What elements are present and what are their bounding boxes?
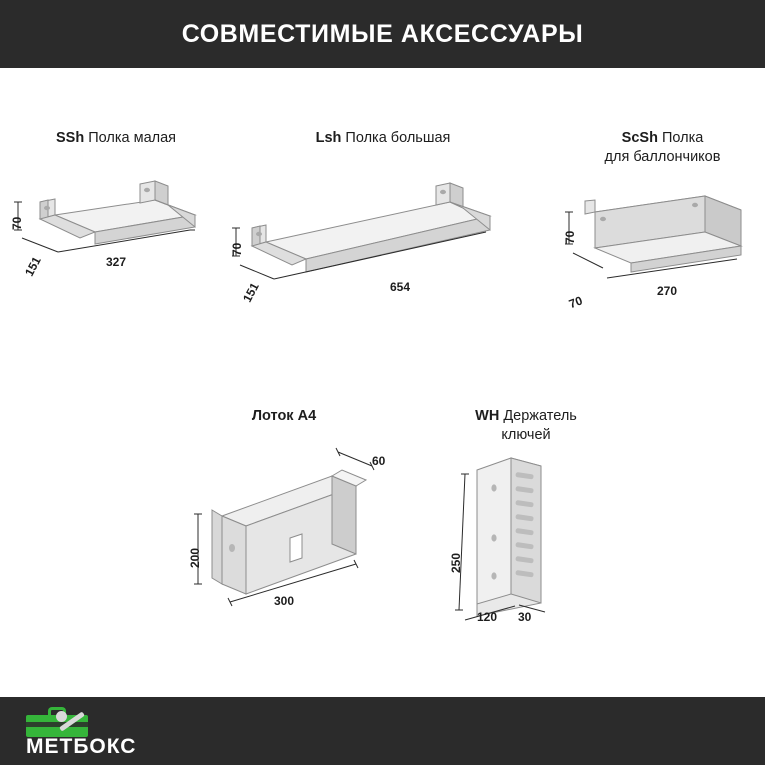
item-ssh-dim-height: 70 xyxy=(10,216,24,230)
item-wh-code: WH xyxy=(475,408,500,424)
item-wh-dim-thickness: 30 xyxy=(518,610,532,624)
item-scsh-drawing xyxy=(545,120,765,320)
item-lsh-dim-depth: 151 xyxy=(240,280,262,305)
item-scsh-name: Полка xyxy=(661,130,704,146)
item-scsh xyxy=(545,120,765,320)
wrench-icon xyxy=(54,705,88,739)
item-tray-a4-dim-width: 300 xyxy=(274,594,295,608)
item-scsh-name2: для баллончиков xyxy=(604,149,721,165)
item-ssh-code: SSh xyxy=(55,130,85,146)
page-title: СОВМЕСТИМЫЕ АКСЕССУАРЫ xyxy=(181,19,584,48)
brand-name: МЕТБОКС xyxy=(26,735,137,758)
item-wrench-holder xyxy=(415,398,645,638)
item-lsh-dim-width: 654 xyxy=(390,280,411,294)
item-wh-dim-width: 120 xyxy=(477,610,498,624)
footer-bar xyxy=(0,697,765,765)
item-ssh-dim-width: 327 xyxy=(106,255,127,269)
item-tray-a4-code: Лоток xyxy=(251,408,294,424)
item-tray-a4-name: A4 xyxy=(297,408,317,424)
item-wh-name: Держатель xyxy=(503,408,577,424)
brand-logo xyxy=(8,703,188,759)
item-lsh-dim-height: 70 xyxy=(230,242,244,256)
item-ssh xyxy=(0,120,240,320)
item-tray-a4 xyxy=(160,398,420,638)
item-lsh xyxy=(228,120,548,320)
item-ssh-drawing xyxy=(0,120,240,320)
item-lsh-code: Lsh xyxy=(315,130,342,146)
item-ssh-dim-depth: 151 xyxy=(22,254,44,279)
item-tray-a4-dim-depth: 60 xyxy=(372,454,386,468)
item-wh-name2: ключей xyxy=(501,427,551,443)
item-wh-drawing xyxy=(415,398,645,638)
item-lsh-name: Полка большая xyxy=(345,130,451,146)
item-wh-dim-height: 250 xyxy=(449,552,463,573)
item-tray-a4-dim-height: 200 xyxy=(188,547,202,568)
item-scsh-dim-height: 70 xyxy=(563,230,577,244)
item-scsh-dim-depth: 70 xyxy=(567,293,585,312)
item-scsh-dim-width: 270 xyxy=(657,284,678,298)
item-lsh-drawing xyxy=(228,120,548,320)
header-bar xyxy=(0,0,765,68)
item-scsh-code: ScSh xyxy=(621,130,658,146)
item-ssh-name: Полка малая xyxy=(88,130,177,146)
